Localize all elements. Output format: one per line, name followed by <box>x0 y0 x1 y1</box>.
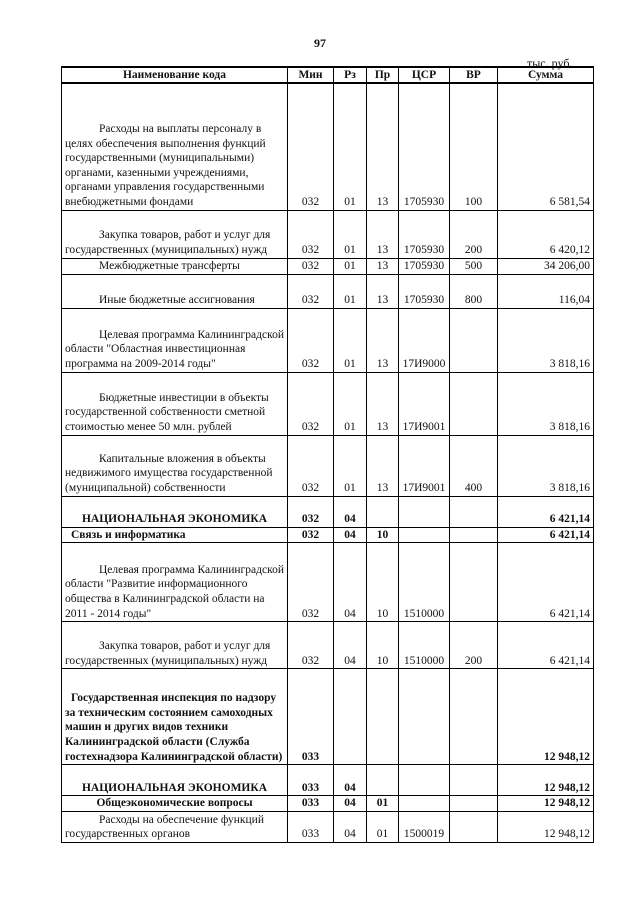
row-min: 032 <box>288 258 334 274</box>
table-row-agency <box>62 669 594 765</box>
row-vr <box>450 765 498 796</box>
row-vr: 800 <box>450 274 498 308</box>
row-vr: 400 <box>450 435 498 496</box>
table-row-section <box>62 765 594 796</box>
table-row <box>62 811 594 842</box>
row-pr: 10 <box>367 527 399 543</box>
row-sum: 34 206,00 <box>498 258 594 274</box>
table-row-section <box>62 496 594 527</box>
header-sum: Сумма <box>498 67 594 83</box>
row-min: 033 <box>288 811 334 842</box>
row-name: Государственная инспекция по надзору за техническим состоянием самоходных машин и других видов техники Калининградской области (Служба гостехнадзора Калининградской области) <box>62 669 288 765</box>
row-csr <box>399 796 450 812</box>
table-row <box>62 435 594 496</box>
row-min: 032 <box>288 527 334 543</box>
page-number: 97 <box>314 36 326 50</box>
row-csr: 17И9000 <box>399 308 450 372</box>
row-pr: 13 <box>367 274 399 308</box>
row-sum: 116,04 <box>498 274 594 308</box>
row-rz: 04 <box>334 543 367 622</box>
row-min: 032 <box>288 372 334 435</box>
header-name: Наименование кода <box>62 67 288 83</box>
row-min: 032 <box>288 622 334 669</box>
row-pr <box>367 669 399 765</box>
row-pr: 13 <box>367 435 399 496</box>
row-pr: 13 <box>367 83 399 210</box>
table-row <box>62 83 594 210</box>
row-rz: 01 <box>334 435 367 496</box>
budget-table <box>61 66 594 843</box>
row-rz: 01 <box>334 372 367 435</box>
row-pr: 01 <box>367 811 399 842</box>
row-rz: 04 <box>334 622 367 669</box>
row-sum: 12 948,12 <box>498 811 594 842</box>
row-sum: 6 421,14 <box>498 543 594 622</box>
row-pr: 10 <box>367 543 399 622</box>
row-csr <box>399 669 450 765</box>
row-vr: 200 <box>450 622 498 669</box>
row-min: 032 <box>288 543 334 622</box>
row-name: Капитальные вложения в объекты недвижимого имущества государственной (муниципальной) собственности <box>62 435 288 496</box>
row-vr <box>450 308 498 372</box>
row-min: 032 <box>288 274 334 308</box>
row-name: Бюджетные инвестиции в объекты государственной собственности сметной стоимостью менее 50 млн. рублей <box>62 372 288 435</box>
row-rz: 01 <box>334 274 367 308</box>
row-pr: 01 <box>367 796 399 812</box>
row-sum: 3 818,16 <box>498 372 594 435</box>
row-vr <box>450 543 498 622</box>
row-min: 032 <box>288 496 334 527</box>
row-name: Межбюджетные трансферты <box>62 258 288 274</box>
row-sum: 12 948,12 <box>498 669 594 765</box>
row-csr: 1510000 <box>399 622 450 669</box>
row-name: Иные бюджетные ассигнования <box>62 274 288 308</box>
table-row-subsection <box>62 527 594 543</box>
row-sum: 12 948,12 <box>498 796 594 812</box>
header-min: Мин <box>288 67 334 83</box>
row-vr <box>450 372 498 435</box>
row-min: 032 <box>288 210 334 258</box>
table-row <box>62 622 594 669</box>
table-row <box>62 543 594 622</box>
row-csr: 1705930 <box>399 83 450 210</box>
row-vr: 100 <box>450 83 498 210</box>
row-pr: 13 <box>367 308 399 372</box>
row-pr: 10 <box>367 622 399 669</box>
row-sum: 6 581,54 <box>498 83 594 210</box>
header-pr: Пр <box>367 67 399 83</box>
row-sum: 6 421,14 <box>498 527 594 543</box>
row-csr: 1705930 <box>399 274 450 308</box>
row-pr <box>367 496 399 527</box>
row-min: 032 <box>288 435 334 496</box>
table-header-row <box>62 67 594 83</box>
row-vr <box>450 527 498 543</box>
row-rz: 04 <box>334 796 367 812</box>
row-name: Целевая программа Калининградской области "Развитие информационного общества в Калининградской области на 2011 - 2014 годы" <box>62 543 288 622</box>
row-name: НАЦИОНАЛЬНАЯ ЭКОНОМИКА <box>62 765 288 796</box>
row-rz: 04 <box>334 496 367 527</box>
row-min: 032 <box>288 83 334 210</box>
table-row <box>62 210 594 258</box>
row-min: 032 <box>288 308 334 372</box>
row-rz: 04 <box>334 527 367 543</box>
row-vr <box>450 796 498 812</box>
row-sum: 6 421,14 <box>498 496 594 527</box>
row-rz: 01 <box>334 308 367 372</box>
row-name: Расходы на выплаты персоналу в целях обеспечения выполнения функций государственными (муниципальными) органами, казенными учреждениями, органами управления государственными внебюджетными фондами <box>62 83 288 210</box>
table-row-subsection <box>62 796 594 812</box>
header-csr: ЦСР <box>399 67 450 83</box>
row-csr <box>399 527 450 543</box>
row-sum: 12 948,12 <box>498 765 594 796</box>
row-sum: 3 818,16 <box>498 435 594 496</box>
row-csr: 1705930 <box>399 258 450 274</box>
row-sum: 3 818,16 <box>498 308 594 372</box>
row-rz: 01 <box>334 210 367 258</box>
row-min: 033 <box>288 796 334 812</box>
row-pr <box>367 765 399 796</box>
row-rz: 04 <box>334 811 367 842</box>
row-csr: 1500019 <box>399 811 450 842</box>
row-csr <box>399 496 450 527</box>
table-row <box>62 258 594 274</box>
row-name: Связь и информатика <box>62 527 288 543</box>
row-csr: 1705930 <box>399 210 450 258</box>
row-pr: 13 <box>367 258 399 274</box>
row-vr <box>450 669 498 765</box>
row-csr: 17И9001 <box>399 435 450 496</box>
row-csr <box>399 765 450 796</box>
table-row <box>62 274 594 308</box>
table-row <box>62 308 594 372</box>
row-min: 033 <box>288 765 334 796</box>
row-pr: 13 <box>367 372 399 435</box>
row-name: Закупка товаров, работ и услуг для государственных (муниципальных) нужд <box>62 622 288 669</box>
header-vr: ВР <box>450 67 498 83</box>
header-rz: Рз <box>334 67 367 83</box>
row-min: 033 <box>288 669 334 765</box>
row-name: Закупка товаров, работ и услуг для государственных (муниципальных) нужд <box>62 210 288 258</box>
table-row <box>62 372 594 435</box>
row-name: Целевая программа Калининградской области "Областная инвестиционная программа на 2009-2014 годы" <box>62 308 288 372</box>
row-vr: 500 <box>450 258 498 274</box>
row-rz: 01 <box>334 258 367 274</box>
row-rz: 01 <box>334 83 367 210</box>
row-vr: 200 <box>450 210 498 258</box>
row-rz: 04 <box>334 765 367 796</box>
row-vr <box>450 496 498 527</box>
units-label: тыс. руб. <box>527 56 573 70</box>
row-vr <box>450 811 498 842</box>
row-csr: 17И9001 <box>399 372 450 435</box>
row-pr: 13 <box>367 210 399 258</box>
row-csr: 1510000 <box>399 543 450 622</box>
row-name: НАЦИОНАЛЬНАЯ ЭКОНОМИКА <box>62 496 288 527</box>
row-sum: 6 420,12 <box>498 210 594 258</box>
row-rz <box>334 669 367 765</box>
row-sum: 6 421,14 <box>498 622 594 669</box>
row-name: Расходы на обеспечение функций государственных органов <box>62 811 288 842</box>
row-name: Общеэкономические вопросы <box>62 796 288 812</box>
